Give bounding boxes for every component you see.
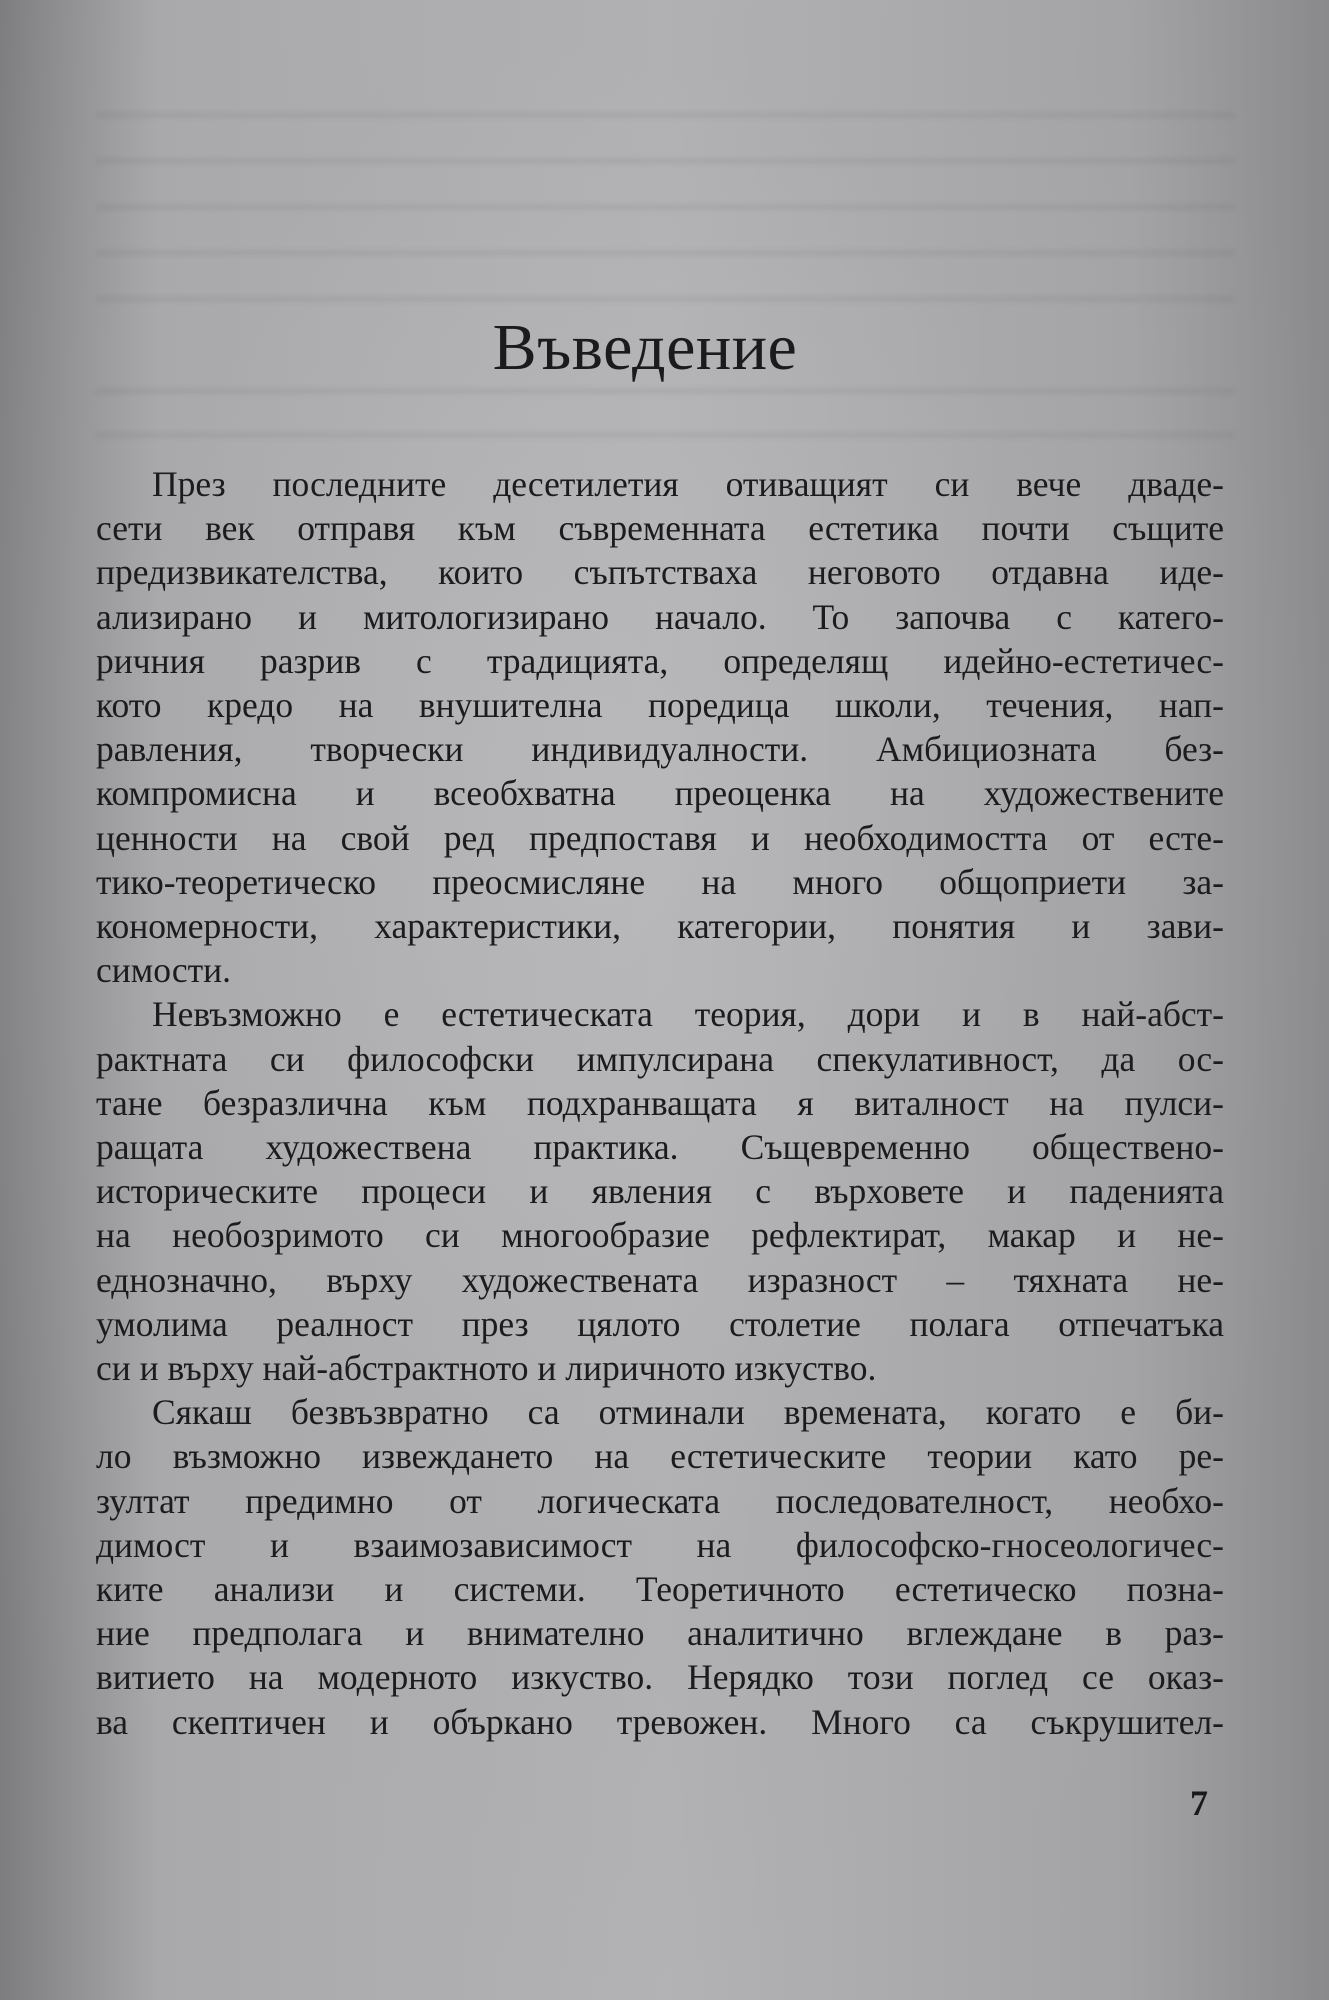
text-line: еднозначно, върху художествената изразност – тяхната не- (96, 1259, 1224, 1300)
paragraph-3 (96, 1390, 1224, 1744)
text-line: Сякаш безвъзвратно са отминали времената, когато е би- (152, 1392, 1224, 1433)
text-line: на необозримото си многообразие рефлектират, макар и не- (96, 1215, 1224, 1256)
text-line: предизвикателства, които съпътстваха неговото отдавна иде- (96, 552, 1224, 593)
text-line: кото кредо на внушителна поредица школи, течения, нап- (96, 685, 1224, 726)
text-line: ценности на свой ред предпоставя и необходимостта от есте- (96, 817, 1224, 858)
paragraph-1 (96, 462, 1224, 992)
paragraph-2 (96, 992, 1224, 1390)
page-number: 7 (1190, 1783, 1208, 1823)
text-line: сети век отправя към съвременната естетика почти същите (96, 508, 1224, 549)
text-line: ва скептичен и объркано тревожен. Много са съкрушител- (96, 1701, 1224, 1742)
bleed-through-line (95, 204, 1235, 210)
text-line: ние предполага и внимателно аналитично вглеждане в раз- (96, 1613, 1224, 1654)
text-line: компромисна и всеобхватна преоценка на художествените (96, 773, 1224, 814)
bleed-through-line (95, 296, 1235, 302)
text-line: Невъзможно е естетическата теория, дори и в най-абст- (152, 994, 1224, 1035)
text-line: симости. (96, 950, 231, 991)
bleed-through-line (95, 250, 1235, 256)
text-line: ращата художествена практика. Същевременно обществено- (96, 1127, 1224, 1168)
bleed-through-line (95, 158, 1235, 164)
text-line: историческите процеси и явления с върховете и паденията (96, 1171, 1224, 1212)
text-line: ло възможно извеждането на естетическите теории като ре- (96, 1436, 1224, 1477)
bleed-through-line (95, 432, 1235, 438)
text-line: димост и взаимозависимост на философско-гносеологичес- (96, 1524, 1224, 1565)
text-line: умолима реалност през цялото столетие полага отпечатъка (96, 1303, 1224, 1344)
text-line: ричния разрив с традицията, определящ идейно-естетичес- (96, 640, 1224, 681)
text-line: рактната си философски импулсирана спекулативност, да ос- (96, 1038, 1224, 1079)
body-text (96, 462, 1224, 1744)
text-line: зултат предимно от логическата последователност, необхо- (96, 1480, 1224, 1521)
text-line: тико-теоретическо преосмисляне на много общоприети за- (96, 861, 1224, 902)
text-line: си и върху най-абстрактното и лиричното изкуство. (96, 1348, 877, 1389)
text-line: През последните десетилетия отиващият си вече дваде- (152, 464, 1224, 504)
text-line: витието на модерното изкуство. Нерядко този поглед се оказ- (96, 1657, 1224, 1698)
text-line: кономерности, характеристики, категории, понятия и зави- (96, 906, 1224, 947)
chapter-heading: Въведение (492, 311, 798, 384)
text-line: ките анализи и системи. Теоретичното естетическо позна- (96, 1569, 1224, 1610)
text-line: ализирано и митологизирано начало. То започва с катего- (96, 596, 1224, 637)
text-line: тане безразлична към подхранващата я виталност на пулси- (96, 1082, 1224, 1123)
bleed-through-line (95, 388, 1235, 394)
text-line: равления, творчески индивидуалности. Амбициозната без- (96, 729, 1224, 770)
bleed-through-line (95, 112, 1235, 118)
